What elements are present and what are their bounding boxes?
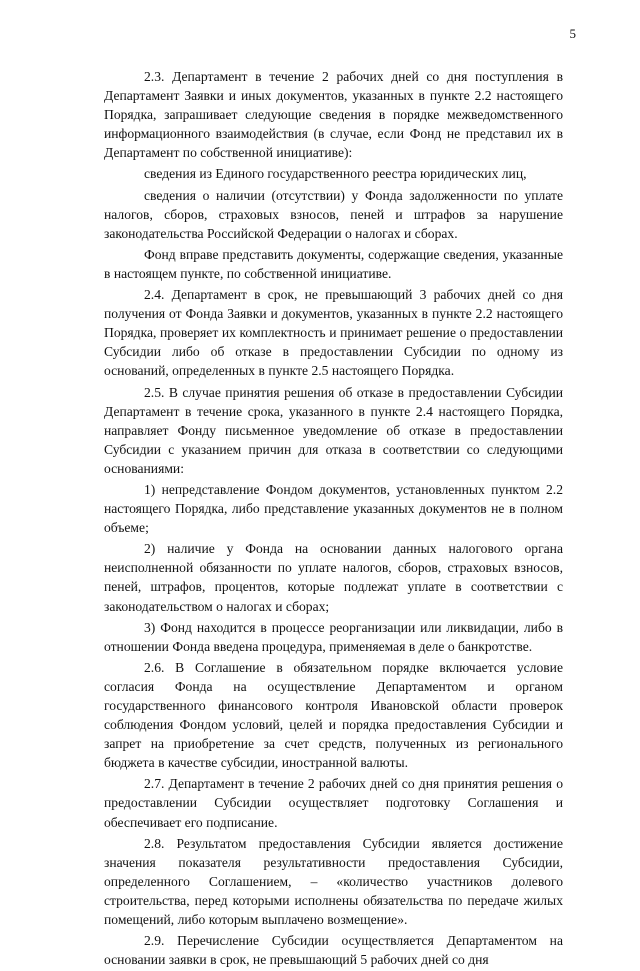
paragraph-2-8: 2.8. Результатом предоставления Субсидии является достижение значения показателя результативности предоставления Субсидии, определенного Соглашением, – «количество участников долевого строительства, перед которыми исполнены обязательства по передаче жилых помещений, либо которым выплачено возмещение». (104, 835, 563, 928)
document-body (104, 67, 563, 971)
paragraph-tax-debt-info: сведения о наличии (отсутствии) у Фонда задолженности по уплате налогов, сборов, страховых взносов, пеней и штрафов за нарушение законодательства Российской Федерации о налогах и сборах. (104, 187, 563, 241)
paragraph-2-6: 2.6. В Соглашение в обязательном порядке включается условие согласия Фонда на осуществление Департаментом и органом государственного финансового контроля Ивановской области проверок соблюдения Фондом условий, целей и порядка предоставления Субсидии и запрет на приобретение за счет средств, полученных из регионального бюджета в качестве субсидии, иностранной валюты. (104, 659, 563, 771)
paragraph-2-9: 2.9. Перечисление Субсидии осуществляется Департаментом на основании заявки в срок, не превышающий 5 рабочих дней со дня (104, 933, 563, 968)
paragraph-2-4: 2.4. Департамент в срок, не превышающий 3 рабочих дней со дня получения от Фонда Заявки и документов, указанных в пункте 2.2 настоящего Порядка, проверяет их комплектность и принимает решение о предоставлении Субсидии либо об отказе в предоставлении Субсидии по одному из оснований, определенных в пункте 2.5 настоящего Порядка. (104, 287, 563, 379)
page-number: 5 (569, 26, 576, 41)
refusal-ground-1: 1) непредставление Фондом документов, установленных пунктом 2.2 настоящего Порядка, либо представление указанных документов не в полном объеме; (104, 481, 563, 536)
refusal-ground-3: 3) Фонд находится в процессе реорганизации или ликвидации, либо в отношении Фонда введена процедура, применяемая в деле о банкротстве. (104, 619, 563, 654)
paragraph-2-5: 2.5. В случае принятия решения об отказе в предоставлении Субсидии Департамент в течение срока, указанного в пункте 2.4 настоящего Порядка, направляет Фонду письменное уведомление об отказе в предоставлении Субсидии с указанием причин для отказа в соответствии со следующими основаниями: (104, 384, 563, 476)
paragraph-2-7: 2.7. Департамент в течение 2 рабочих дней со дня принятия решения о предоставлении Субсидии осуществляет подготовку Соглашения и обеспечивает его подписание. (104, 776, 563, 830)
paragraph-2-3: 2.3. Департамент в течение 2 рабочих дней со дня поступления в Департамент Заявки и иных документов, указанных в пункте 2.2 настоящего Порядка, запрашивает следующие сведения в порядке межведомственного информационного взаимодействия (в случае, если Фонд не представил их в Департамент по собственной инициативе): (104, 69, 563, 161)
refusal-ground-2: 2) наличие у Фонда на основании данных налогового органа неисполненной обязанности по уплате налогов, сборов, страховых взносов, пеней, штрафов, процентов, которые подлежат уплате в соответствии с законодательством о налогах и сборах; (104, 541, 563, 614)
paragraph-fund-initiative: Фонд вправе представить документы, содержащие сведения, указанные в настоящем пункте, по собственной инициативе. (104, 246, 563, 281)
paragraph-egrul-info: сведения из Единого государственного реестра юридических лиц, (144, 166, 527, 182)
